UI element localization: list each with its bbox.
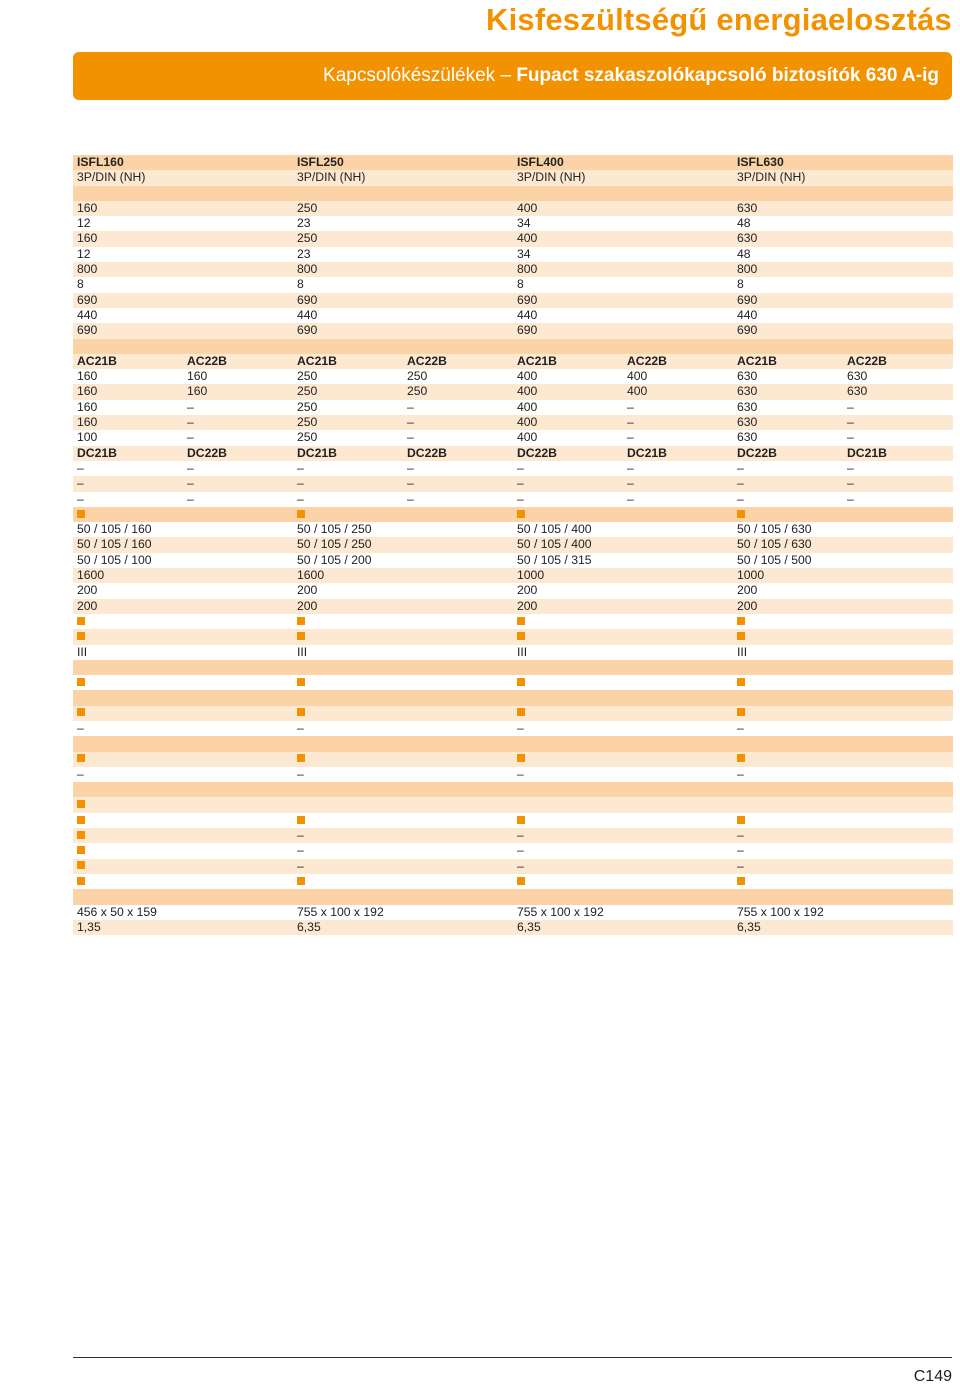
table-cell: – bbox=[517, 766, 524, 781]
table-cell: 50 / 105 / 400 bbox=[517, 537, 592, 552]
table-cell: 50 / 105 / 200 bbox=[297, 552, 372, 567]
table-row bbox=[73, 293, 953, 308]
table-row bbox=[73, 262, 953, 277]
table-row bbox=[73, 446, 953, 461]
table-cell: 250 bbox=[297, 384, 318, 399]
square-bullet-icon bbox=[77, 629, 85, 644]
table-cell: – bbox=[407, 399, 414, 414]
table-cell: – bbox=[187, 476, 194, 491]
table-cell: 50 / 105 / 250 bbox=[297, 537, 372, 552]
table-cell: – bbox=[847, 460, 854, 475]
table-cell: 200 bbox=[517, 583, 538, 598]
table-cell: 1,35 bbox=[77, 919, 101, 934]
table-cell: 250 bbox=[297, 369, 318, 384]
table-cell: 400 bbox=[627, 369, 648, 384]
table-cell: 456 x 50 x 159 bbox=[77, 904, 157, 919]
table-cell: DC22B bbox=[407, 445, 447, 460]
table-row bbox=[73, 752, 953, 767]
table-cell: – bbox=[847, 415, 854, 430]
table-cell: – bbox=[77, 476, 84, 491]
table-row bbox=[73, 828, 953, 843]
table-cell: 630 bbox=[737, 384, 758, 399]
table-cell: DC21B bbox=[627, 445, 667, 460]
table-cell: 200 bbox=[737, 583, 758, 598]
table-cell: 160 bbox=[77, 200, 98, 215]
table-cell: – bbox=[737, 828, 744, 843]
table-cell: 160 bbox=[187, 384, 208, 399]
table-cell: 630 bbox=[847, 369, 868, 384]
table-cell: 630 bbox=[737, 231, 758, 246]
table-cell: 160 bbox=[77, 399, 98, 414]
square-bullet-icon bbox=[297, 874, 305, 889]
table-row bbox=[73, 583, 953, 598]
table-cell: – bbox=[297, 843, 304, 858]
table-row bbox=[73, 721, 953, 736]
square-bullet-icon bbox=[77, 859, 85, 874]
table-cell: III bbox=[517, 644, 528, 659]
page-number: C149 bbox=[913, 1368, 952, 1385]
table-cell: – bbox=[517, 720, 524, 735]
table-cell: – bbox=[297, 720, 304, 735]
square-bullet-icon bbox=[297, 675, 305, 690]
table-cell: 400 bbox=[517, 415, 538, 430]
page-title: Kisfeszültségű energiaelosztás bbox=[486, 2, 952, 37]
table-row bbox=[73, 216, 953, 231]
table-cell: – bbox=[187, 430, 194, 445]
square-bullet-icon bbox=[297, 706, 305, 721]
square-bullet-icon bbox=[297, 614, 305, 629]
square-bullet-icon bbox=[737, 614, 745, 629]
table-row bbox=[73, 614, 953, 629]
table-cell: III bbox=[297, 644, 308, 659]
table-cell: 8 bbox=[517, 277, 524, 292]
table-cell: – bbox=[407, 430, 414, 445]
table-cell: 690 bbox=[77, 292, 98, 307]
table-row bbox=[73, 155, 953, 170]
table-row bbox=[73, 308, 953, 323]
table-cell: AC21B bbox=[737, 353, 777, 368]
table-cell: AC22B bbox=[847, 353, 887, 368]
table-cell: 400 bbox=[517, 200, 538, 215]
table-cell: 755 x 100 x 192 bbox=[517, 904, 604, 919]
table-cell: 200 bbox=[297, 598, 318, 613]
table-cell: 6,35 bbox=[737, 919, 761, 934]
table-cell: – bbox=[517, 843, 524, 858]
square-bullet-icon bbox=[77, 752, 85, 767]
table-cell: 23 bbox=[297, 216, 311, 231]
table-cell: – bbox=[627, 460, 634, 475]
square-bullet-icon bbox=[737, 706, 745, 721]
table-row bbox=[73, 277, 953, 292]
table-cell: 50 / 105 / 250 bbox=[297, 522, 372, 537]
table-cell: 800 bbox=[737, 262, 758, 277]
table-cell: – bbox=[407, 476, 414, 491]
table-cell: 100 bbox=[77, 430, 98, 445]
table-cell: 690 bbox=[737, 323, 758, 338]
table-row bbox=[73, 461, 953, 476]
table-cell: 755 x 100 x 192 bbox=[737, 904, 824, 919]
square-bullet-icon bbox=[77, 706, 85, 721]
table-cell: DC21B bbox=[77, 445, 117, 460]
table-cell: ISFL400 bbox=[517, 155, 564, 169]
table-cell: 160 bbox=[187, 369, 208, 384]
table-cell: AC22B bbox=[187, 353, 227, 368]
table-cell: 690 bbox=[297, 292, 318, 307]
section-banner bbox=[73, 52, 952, 100]
table-cell: – bbox=[187, 460, 194, 475]
footer-divider bbox=[73, 1357, 952, 1358]
table-row bbox=[73, 905, 953, 920]
table-cell: 690 bbox=[77, 323, 98, 338]
table-cell: – bbox=[297, 858, 304, 873]
table-cell: – bbox=[187, 399, 194, 414]
table-row bbox=[73, 843, 953, 858]
square-bullet-icon bbox=[77, 797, 85, 812]
table-cell: 3P/DIN (NH) bbox=[737, 170, 806, 185]
table-cell: 50 / 105 / 630 bbox=[737, 537, 812, 552]
table-cell: – bbox=[517, 858, 524, 873]
table-cell: – bbox=[627, 491, 634, 506]
table-cell: 630 bbox=[737, 399, 758, 414]
table-cell: 50 / 105 / 160 bbox=[77, 537, 152, 552]
table-cell: – bbox=[627, 430, 634, 445]
table-row bbox=[73, 568, 953, 583]
table-cell: 400 bbox=[517, 384, 538, 399]
table-cell: 1600 bbox=[77, 568, 105, 583]
table-cell: 400 bbox=[627, 384, 648, 399]
table-row bbox=[73, 170, 953, 185]
table-cell: DC22B bbox=[737, 445, 777, 460]
table-cell: 6,35 bbox=[517, 919, 541, 934]
square-bullet-icon bbox=[517, 507, 525, 522]
table-row bbox=[73, 384, 953, 399]
table-cell: – bbox=[297, 476, 304, 491]
table-cell: III bbox=[737, 644, 748, 659]
square-bullet-icon bbox=[297, 507, 305, 522]
table-cell: 250 bbox=[407, 384, 428, 399]
table-cell: 1000 bbox=[517, 568, 545, 583]
spec-table bbox=[73, 155, 953, 935]
table-row bbox=[73, 537, 953, 552]
table-row bbox=[73, 492, 953, 507]
table-cell: 690 bbox=[517, 323, 538, 338]
table-row bbox=[73, 629, 953, 644]
table-cell: – bbox=[627, 415, 634, 430]
table-row bbox=[73, 660, 953, 675]
table-cell: – bbox=[627, 476, 634, 491]
table-cell: 160 bbox=[77, 384, 98, 399]
table-cell: – bbox=[517, 476, 524, 491]
square-bullet-icon bbox=[517, 813, 525, 828]
table-cell: – bbox=[77, 720, 84, 735]
table-row bbox=[73, 507, 953, 522]
table-row bbox=[73, 874, 953, 889]
table-cell: 200 bbox=[77, 598, 98, 613]
table-cell: – bbox=[517, 828, 524, 843]
square-bullet-icon bbox=[77, 507, 85, 522]
table-cell: – bbox=[77, 491, 84, 506]
table-cell: 50 / 105 / 160 bbox=[77, 522, 152, 537]
table-row bbox=[73, 736, 953, 751]
table-cell: 630 bbox=[737, 415, 758, 430]
table-cell: 400 bbox=[517, 430, 538, 445]
table-cell: 440 bbox=[297, 307, 318, 322]
table-cell: 250 bbox=[297, 231, 318, 246]
square-bullet-icon bbox=[737, 629, 745, 644]
table-row bbox=[73, 323, 953, 338]
table-cell: 200 bbox=[77, 583, 98, 598]
table-cell: 400 bbox=[517, 399, 538, 414]
table-cell: III bbox=[77, 644, 88, 659]
table-cell: 23 bbox=[297, 246, 311, 261]
table-row bbox=[73, 369, 953, 384]
table-row bbox=[73, 400, 953, 415]
table-cell: 440 bbox=[737, 307, 758, 322]
table-cell: 50 / 105 / 315 bbox=[517, 552, 592, 567]
table-cell: – bbox=[297, 766, 304, 781]
table-cell: 34 bbox=[517, 246, 531, 261]
table-cell: – bbox=[737, 766, 744, 781]
table-cell: DC21B bbox=[297, 445, 337, 460]
table-cell: 8 bbox=[297, 277, 304, 292]
table-cell: 3P/DIN (NH) bbox=[77, 170, 146, 185]
table-cell: AC22B bbox=[627, 353, 667, 368]
table-cell: – bbox=[847, 491, 854, 506]
table-cell: 250 bbox=[297, 200, 318, 215]
table-cell: – bbox=[77, 460, 84, 475]
banner-prefix: Kapcsolókészülékek – bbox=[323, 65, 517, 86]
square-bullet-icon bbox=[517, 874, 525, 889]
table-cell: ISFL250 bbox=[297, 155, 344, 169]
table-row bbox=[73, 339, 953, 354]
table-cell: 50 / 105 / 500 bbox=[737, 552, 812, 567]
table-cell: 160 bbox=[77, 415, 98, 430]
table-row bbox=[73, 415, 953, 430]
table-cell: – bbox=[627, 399, 634, 414]
square-bullet-icon bbox=[517, 706, 525, 721]
table-cell: 200 bbox=[297, 583, 318, 598]
table-row bbox=[73, 813, 953, 828]
table-row bbox=[73, 767, 953, 782]
table-row bbox=[73, 430, 953, 445]
square-bullet-icon bbox=[737, 874, 745, 889]
table-cell: 34 bbox=[517, 216, 531, 231]
table-row bbox=[73, 247, 953, 262]
banner-text bbox=[323, 65, 939, 87]
table-cell: 3P/DIN (NH) bbox=[517, 170, 586, 185]
table-row bbox=[73, 354, 953, 369]
table-cell: 250 bbox=[407, 369, 428, 384]
table-cell: 3P/DIN (NH) bbox=[297, 170, 366, 185]
square-bullet-icon bbox=[77, 828, 85, 843]
table-cell: 630 bbox=[737, 430, 758, 445]
square-bullet-icon bbox=[517, 752, 525, 767]
table-cell: 440 bbox=[77, 307, 98, 322]
table-row bbox=[73, 920, 953, 935]
table-cell: 50 / 105 / 630 bbox=[737, 522, 812, 537]
table-cell: – bbox=[847, 476, 854, 491]
table-cell: – bbox=[407, 491, 414, 506]
table-cell: AC22B bbox=[407, 353, 447, 368]
table-cell: 630 bbox=[737, 200, 758, 215]
table-row bbox=[73, 675, 953, 690]
table-cell: 12 bbox=[77, 246, 91, 261]
table-cell: – bbox=[847, 399, 854, 414]
table-cell: 800 bbox=[517, 262, 538, 277]
table-row bbox=[73, 186, 953, 201]
table-row bbox=[73, 645, 953, 660]
table-cell: 250 bbox=[297, 430, 318, 445]
table-cell: – bbox=[737, 460, 744, 475]
table-cell: – bbox=[737, 491, 744, 506]
table-cell: 1000 bbox=[737, 568, 765, 583]
table-cell: – bbox=[737, 720, 744, 735]
table-cell: 200 bbox=[737, 598, 758, 613]
table-cell: – bbox=[407, 460, 414, 475]
table-cell: – bbox=[297, 460, 304, 475]
table-cell: 48 bbox=[737, 246, 751, 261]
square-bullet-icon bbox=[77, 874, 85, 889]
square-bullet-icon bbox=[517, 614, 525, 629]
square-bullet-icon bbox=[737, 752, 745, 767]
table-cell: 8 bbox=[77, 277, 84, 292]
table-cell: – bbox=[517, 491, 524, 506]
table-cell: 12 bbox=[77, 216, 91, 231]
square-bullet-icon bbox=[77, 675, 85, 690]
table-cell: 690 bbox=[737, 292, 758, 307]
table-row bbox=[73, 476, 953, 491]
table-cell: 160 bbox=[77, 369, 98, 384]
table-cell: DC22B bbox=[187, 445, 227, 460]
table-row bbox=[73, 231, 953, 246]
table-cell: 160 bbox=[77, 231, 98, 246]
table-cell: – bbox=[297, 491, 304, 506]
table-cell: ISFL630 bbox=[737, 155, 784, 169]
table-row bbox=[73, 889, 953, 904]
table-cell: – bbox=[847, 430, 854, 445]
table-cell: DC21B bbox=[847, 445, 887, 460]
table-row bbox=[73, 859, 953, 874]
table-cell: AC21B bbox=[517, 353, 557, 368]
square-bullet-icon bbox=[737, 813, 745, 828]
table-row bbox=[73, 599, 953, 614]
table-cell: 755 x 100 x 192 bbox=[297, 904, 384, 919]
table-cell: – bbox=[407, 415, 414, 430]
table-cell: – bbox=[187, 491, 194, 506]
table-row bbox=[73, 690, 953, 705]
table-row bbox=[73, 201, 953, 216]
table-cell: 250 bbox=[297, 415, 318, 430]
table-cell: 200 bbox=[517, 598, 538, 613]
square-bullet-icon bbox=[297, 629, 305, 644]
table-cell: 400 bbox=[517, 369, 538, 384]
table-cell: – bbox=[297, 828, 304, 843]
table-cell: 6,35 bbox=[297, 919, 321, 934]
table-row bbox=[73, 522, 953, 537]
table-cell: 800 bbox=[297, 262, 318, 277]
table-cell: – bbox=[187, 415, 194, 430]
square-bullet-icon bbox=[737, 507, 745, 522]
table-cell: ISFL160 bbox=[77, 155, 124, 169]
square-bullet-icon bbox=[737, 675, 745, 690]
table-cell: 250 bbox=[297, 399, 318, 414]
banner-bold-title: Fupact szakaszolókapcsoló biztosítók 630 A-ig bbox=[516, 65, 939, 86]
table-cell: AC21B bbox=[297, 353, 337, 368]
square-bullet-icon bbox=[77, 813, 85, 828]
square-bullet-icon bbox=[77, 614, 85, 629]
table-cell: – bbox=[737, 858, 744, 873]
table-row bbox=[73, 553, 953, 568]
table-cell: 630 bbox=[847, 384, 868, 399]
table-cell: 690 bbox=[517, 292, 538, 307]
table-cell: 8 bbox=[737, 277, 744, 292]
table-cell: 400 bbox=[517, 231, 538, 246]
table-cell: DC22B bbox=[517, 445, 557, 460]
table-row bbox=[73, 706, 953, 721]
table-cell: 1600 bbox=[297, 568, 325, 583]
table-cell: – bbox=[737, 476, 744, 491]
square-bullet-icon bbox=[517, 675, 525, 690]
square-bullet-icon bbox=[77, 843, 85, 858]
table-cell: 50 / 105 / 100 bbox=[77, 552, 152, 567]
table-cell: AC21B bbox=[77, 353, 117, 368]
table-row bbox=[73, 782, 953, 797]
square-bullet-icon bbox=[297, 813, 305, 828]
table-cell: – bbox=[737, 843, 744, 858]
square-bullet-icon bbox=[297, 752, 305, 767]
table-cell: 630 bbox=[737, 369, 758, 384]
table-cell: 48 bbox=[737, 216, 751, 231]
table-row bbox=[73, 797, 953, 812]
table-cell: 440 bbox=[517, 307, 538, 322]
table-cell: 690 bbox=[297, 323, 318, 338]
table-cell: – bbox=[517, 460, 524, 475]
table-cell: 800 bbox=[77, 262, 98, 277]
square-bullet-icon bbox=[517, 629, 525, 644]
table-cell: – bbox=[77, 766, 84, 781]
table-cell: 50 / 105 / 400 bbox=[517, 522, 592, 537]
